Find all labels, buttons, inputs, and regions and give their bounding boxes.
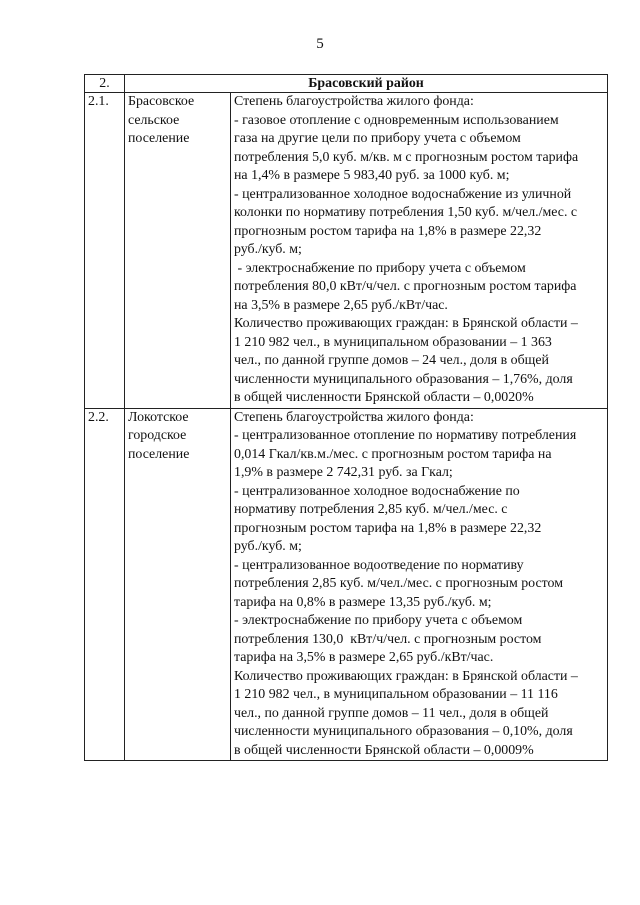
description-line: 0,014 Гкал/кв.м./мес. с прогнозным ростом тарифа на: [234, 446, 552, 462]
settlement-name-line: сельское: [128, 112, 180, 128]
description-line: на 1,4% в размере 5 983,40 руб. за 1000 куб. м;: [234, 168, 510, 183]
description-line: тарифа на 0,8% в размере 13,35 руб./куб. м;: [234, 594, 492, 610]
description-line: численности муниципального образования – 0,10%, доля: [234, 724, 573, 739]
district-title: Брасовский район: [125, 75, 608, 93]
description-line: Степень благоустройства жилого фонда:: [234, 94, 474, 109]
description-line: Количество проживающих граждан: в Брянской области –: [234, 316, 578, 331]
description-line: тарифа на 3,5% в размере 2,65 руб./кВт/час.: [234, 650, 494, 665]
description-line: - газовое отопление с одновременным использованием: [234, 112, 559, 128]
settlement-name-line: городское: [128, 428, 187, 443]
description-line: 1 210 982 чел., в муниципальном образовании – 1 363: [234, 334, 552, 350]
description-line: руб./куб. м;: [234, 242, 302, 257]
description-line: чел., по данной группе домов – 11 чел., доля в общей: [234, 705, 549, 721]
description-line: численности муниципального образования – 1,76%, доля: [234, 371, 573, 387]
table-header-row: [85, 75, 608, 93]
description-line: - централизованное отопление по нормативу потребления: [234, 428, 577, 443]
row-number: 2.2.: [85, 408, 125, 761]
description-line: - электроснабжение по прибору учета с объемом: [234, 260, 526, 276]
description-line: - централизованное водоотведение по нормативу: [234, 557, 524, 573]
housing-description: [231, 93, 608, 409]
description-line: - электроснабжение по прибору учета с объемом: [234, 613, 523, 628]
description-line: на 3,5% в размере 2,65 руб./кВт/час.: [234, 297, 448, 313]
description-line: прогнозным ростом тарифа на 1,8% в размере 22,32: [234, 520, 542, 536]
description-line: 1,9% в размере 2 742,31 руб. за Гкал;: [234, 465, 453, 480]
description-line: потребления 80,0 кВт/ч/чел. с прогнозным ростом тарифа: [234, 279, 577, 294]
description-line: руб./куб. м;: [234, 539, 302, 554]
housing-description: [231, 408, 608, 761]
settlement-name-line: Локотское: [128, 409, 189, 425]
district-table: [84, 74, 608, 761]
settlement-name: [125, 408, 231, 761]
description-line: чел., по данной группе домов – 24 чел., доля в общей: [234, 353, 549, 368]
description-line: 1 210 982 чел., в муниципальном образовании – 11 116: [234, 687, 558, 702]
description-line: в общей численности Брянской области – 0,0020%: [234, 390, 534, 405]
description-line: прогнозным ростом тарифа на 1,8% в размере 22,32: [234, 223, 542, 239]
description-line: газа на другие цели по прибору учета с объемом: [234, 131, 521, 146]
header-number-cell: 2.: [85, 75, 125, 93]
settlement-name-line: поселение: [128, 131, 190, 146]
settlement-name-line: Брасовское: [128, 94, 195, 109]
table-row: [85, 408, 608, 761]
description-line: нормативу потребления 2,85 куб. м/чел./мес. с: [234, 502, 508, 517]
page-number: 5: [316, 36, 324, 52]
settlement-name-line: поселение: [128, 446, 190, 462]
description-line: потребления 2,85 куб. м/чел./мес. с прогнозным ростом: [234, 576, 563, 591]
description-line: колонки по нормативу потребления 1,50 куб. м/чел./мес. с: [234, 205, 578, 220]
description-line: в общей численности Брянской области – 0,0009%: [234, 742, 534, 758]
settlement-name: [125, 93, 231, 409]
description-line: Количество проживающих граждан: в Брянской области –: [234, 668, 578, 684]
row-number: 2.1.: [85, 93, 125, 409]
description-line: Степень благоустройства жилого фонда:: [234, 409, 474, 425]
description-line: потребления 5,0 куб. м/кв. м с прогнозным ростом тарифа: [234, 149, 579, 165]
description-line: потребления 130,0 кВт/ч/чел. с прогнозным ростом: [234, 631, 542, 647]
description-line: - централизованное холодное водоснабжение из уличной: [234, 186, 572, 202]
table-row: [85, 93, 608, 409]
description-line: - централизованное холодное водоснабжение по: [234, 483, 520, 499]
